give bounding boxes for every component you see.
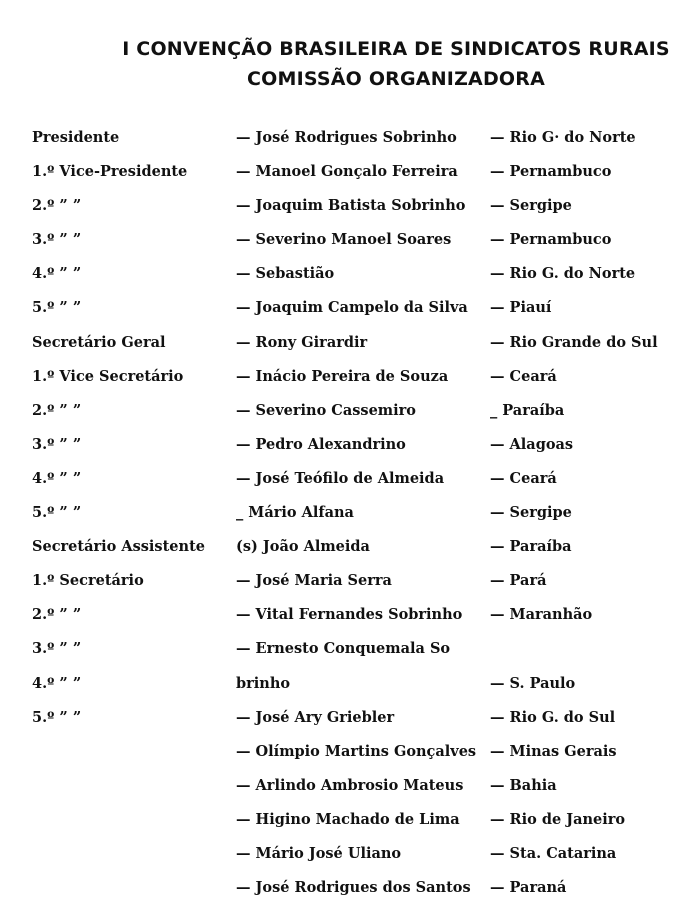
committee-list <box>0 125 700 909</box>
role-label: 3.º ” ” <box>32 640 82 658</box>
member-name: — Severino Manoel Soares <box>236 231 452 249</box>
member-state: — Bahia <box>490 776 557 794</box>
member-state: — Ceará <box>490 469 557 487</box>
member-state: — Rio G· do Norte <box>490 129 636 146</box>
role-label: Presidente <box>32 129 120 146</box>
member-name: — Mário José Uliano <box>236 844 402 862</box>
member-state: — Maranhão <box>490 606 593 624</box>
member-state: — Pará <box>490 572 547 590</box>
member-name: — José Teófilo de Almeida <box>236 469 445 487</box>
member-state: — Rio Grande do Sul <box>490 333 658 351</box>
document-subtitle: COMISSÃO ORGANIZADORA <box>246 68 546 90</box>
role-label: 3.º ” ” <box>32 231 82 249</box>
role-label: 2.º ” ” <box>32 606 82 624</box>
role-label: 2.º ” ” <box>32 401 82 419</box>
committee-row <box>0 398 700 432</box>
role-label: Secretário Geral <box>32 333 166 351</box>
member-state: — Pernambuco <box>490 163 612 181</box>
committee-row <box>0 568 700 602</box>
committee-row <box>0 295 700 329</box>
member-name: — Olímpio Martins Gonçalves <box>236 742 477 760</box>
member-name: — José Maria Serra <box>236 572 392 590</box>
role-label: 5.º ” ” <box>32 504 82 522</box>
role-label: 4.º ” ” <box>32 674 82 692</box>
committee-row <box>0 159 700 193</box>
member-name: — Joaquim Batista Sobrinho <box>236 197 466 215</box>
committee-row <box>0 773 700 807</box>
member-name: — José Ary Griebler <box>236 708 395 726</box>
member-name: — Inácio Pereira de Souza <box>236 367 449 385</box>
role-label: 5.º ” ” <box>32 299 82 317</box>
committee-row <box>0 841 700 875</box>
role-label: 2.º ” ” <box>32 197 82 215</box>
member-state: — Paraná <box>490 879 567 897</box>
member-name: — Severino Cassemiro <box>236 401 416 419</box>
committee-row <box>0 432 700 466</box>
member-state: — Rio de Janeiro <box>490 810 626 828</box>
member-name: — Joaquim Campelo da Silva <box>236 299 468 317</box>
member-name: — José Rodrigues Sobrinho <box>236 129 457 146</box>
document-title: I CONVENÇÃO BRASILEIRA DE SINDICATOS RURAIS <box>122 38 670 60</box>
committee-row <box>0 500 700 534</box>
member-state: — Piauí <box>490 299 552 317</box>
member-name: — Vital Fernandes Sobrinho <box>236 606 463 624</box>
member-name: — Manoel Gonçalo Ferreira <box>236 163 458 181</box>
committee-row <box>0 875 700 909</box>
committee-row <box>0 739 700 773</box>
member-state: — Rio G. do Sul <box>490 708 616 726</box>
member-name: — José Rodrigues dos Santos <box>236 879 471 897</box>
role-label: 5.º ” ” <box>32 708 82 726</box>
member-state: — Sta. Catarina <box>490 844 617 862</box>
committee-row <box>0 705 700 739</box>
member-name: — Ernesto Conquemala So <box>236 640 451 658</box>
committee-row <box>0 466 700 500</box>
member-name: — Rony Girardir <box>236 333 368 351</box>
member-name: — Arlindo Ambrosio Mateus <box>236 776 464 794</box>
member-name: — Sebastião <box>236 265 335 283</box>
member-state: _ Paraíba <box>490 401 565 419</box>
member-state: — S. Paulo <box>490 674 576 692</box>
member-state: — Pernambuco <box>490 231 612 249</box>
committee-row <box>0 193 700 227</box>
committee-row <box>0 261 700 295</box>
member-state: — Rio G. do Norte <box>490 265 636 283</box>
committee-row <box>0 227 700 261</box>
member-name: (s) João Almeida <box>236 538 370 556</box>
member-state: — Sergipe <box>490 197 572 215</box>
committee-row <box>0 534 700 568</box>
committee-row <box>0 671 700 705</box>
committee-row <box>0 636 700 670</box>
committee-row <box>0 364 700 398</box>
member-state: — Paraíba <box>490 538 572 556</box>
role-label: 1.º Vice-Presidente <box>32 163 188 181</box>
role-label: 1.º Vice Secretário <box>32 367 184 385</box>
member-state: — Minas Gerais <box>490 742 617 760</box>
role-label: 1.º Secretário <box>32 572 144 590</box>
member-state: — Alagoas <box>490 435 574 453</box>
member-name: — Pedro Alexandrino <box>236 435 406 453</box>
role-label: 3.º ” ” <box>32 435 82 453</box>
role-label: Secretário Assistente <box>32 538 205 556</box>
member-state: — Sergipe <box>490 504 572 522</box>
member-name: — Higino Machado de Lima <box>236 810 460 828</box>
committee-row <box>0 330 700 364</box>
member-state: — Ceará <box>490 367 557 385</box>
role-label: 4.º ” ” <box>32 469 82 487</box>
committee-row <box>0 602 700 636</box>
member-name: brinho <box>236 674 291 692</box>
member-name: _ Mário Alfana <box>236 504 354 522</box>
committee-row <box>0 807 700 841</box>
committee-row <box>0 125 700 159</box>
role-label: 4.º ” ” <box>32 265 82 283</box>
